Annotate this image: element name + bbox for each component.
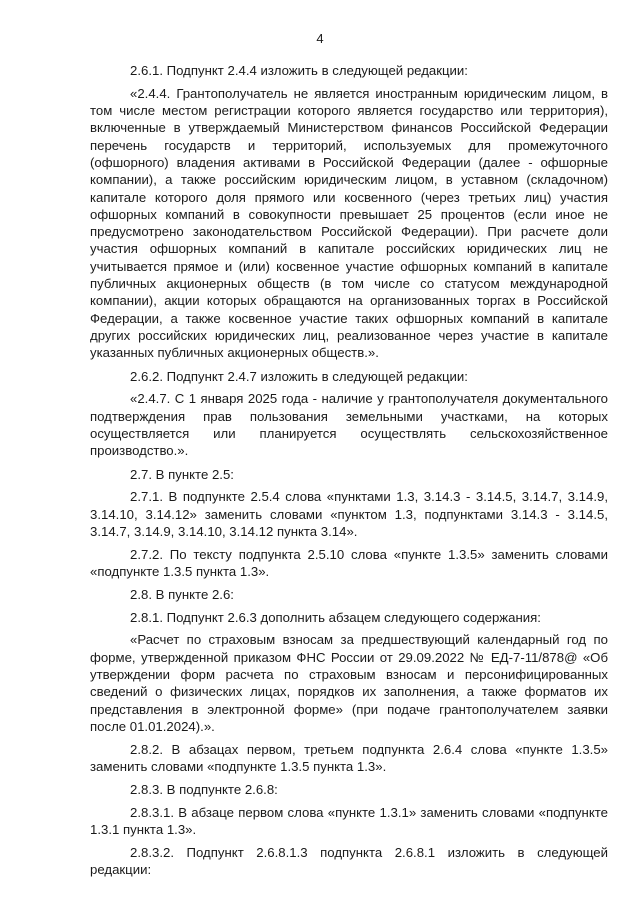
- paragraph-quote-2-4-7: «2.4.7. С 1 января 2025 года - наличие у грантополучателя документального подтверждения прав пользования земельными участками, на которых осуществляется или планируется осуществлять сельскохозяйственное производство.».: [90, 391, 608, 459]
- paragraph-2-8-1: 2.8.1. Подпункт 2.6.3 дополнить абзацем следующего содержания:: [130, 609, 541, 625]
- paragraph-2-8-2: 2.8.2. В абзацах первом, третьем подпункта 2.6.4 слова «пункте 1.3.5» заменить словами «подпункте 1.3.5 пункта 1.3».: [90, 742, 608, 775]
- paragraph-2-6-2: 2.6.2. Подпункт 2.4.7 изложить в следующей редакции:: [130, 368, 468, 384]
- paragraph-quote-2-4-4: «2.4.4. Грантополучатель не является иностранным юридическим лицом, в том числе местом регистрации которого является государство или территория), включенные в утверждаемый Министерством финансов Российской Федерации перечень государств и территорий, используемых для промежуточного (офшорного) владения активами в Российской Федерации (далее - офшорные компании), а также российским юридическим лицом, в уставном (складочном) капитале которого доля прямого или косвенного (через третьих лиц) участия офшорных компаний в совокупности превышает 25 процентов (если иное не предусмотрено законодательством Российской Федерации). При расчете доли участия офшорных компаний в капитале российских юридических лиц не учитывается прямое и (или) косвенное участие офшорных компаний в капитале публичных акционерных обществ (в том числе со статусом международной компании), акции которых обращаются на организованных торгах в Российской Федерации, а также косвенное участие таких офшорных компаний в капитале других российских юридических лиц, реализованное через участие в капитале указанных публичных акционерных обществ.».: [90, 85, 608, 361]
- document-body: [90, 62, 608, 884]
- paragraph-2-7-1: 2.7.1. В подпункте 2.5.4 слова «пунктами 1.3, 3.14.3 - 3.14.5, 3.14.7, 3.14.9, 3.14.10, 3.14.12» заменить словами «пунктом 1.3, подпунктами 3.14.3 - 3.14.5, 3.14.7, 3.14.9, 3.14.10, 3.14.12 пункта 3.14».: [90, 489, 608, 539]
- paragraph-2-7: 2.7. В пункте 2.5:: [130, 466, 234, 482]
- paragraph-2-8: 2.8. В пункте 2.6:: [130, 586, 234, 602]
- paragraph-2-8-3: 2.8.3. В подпункте 2.6.8:: [130, 782, 278, 798]
- paragraph-2-8-3-1: 2.8.3.1. В абзаце первом слова «пункте 1.3.1» заменить словами «подпункте 1.3.1 пункта 1.3».: [90, 805, 608, 838]
- paragraph-2-7-2: 2.7.2. По тексту подпункта 2.5.10 слова «пункте 1.3.5» заменить словами «подпункте 1.3.5 пункта 1.3».: [90, 546, 608, 580]
- paragraph-quote-insurance: «Расчет по страховым взносам за предшествующий календарный год по форме, утвержденной приказом ФНС России от 29.09.2022 № ЕД-7-11/878@ «Об утверждении форм расчета по страховым взносам и персонифицированных сведений о физических лицах, порядков их заполнения, а также форматов их представления в электронной форме» (при подаче грантополучателем заявки после 01.01.2024).».: [90, 632, 608, 734]
- paragraph-2-6-1: 2.6.1. Подпункт 2.4.4 изложить в следующей редакции:: [130, 63, 468, 78]
- paragraph-2-8-3-2: 2.8.3.2. Подпункт 2.6.8.1.3 подпункта 2.6.8.1 изложить в следующей редакции:: [90, 845, 608, 878]
- page-number: 4: [316, 31, 324, 46]
